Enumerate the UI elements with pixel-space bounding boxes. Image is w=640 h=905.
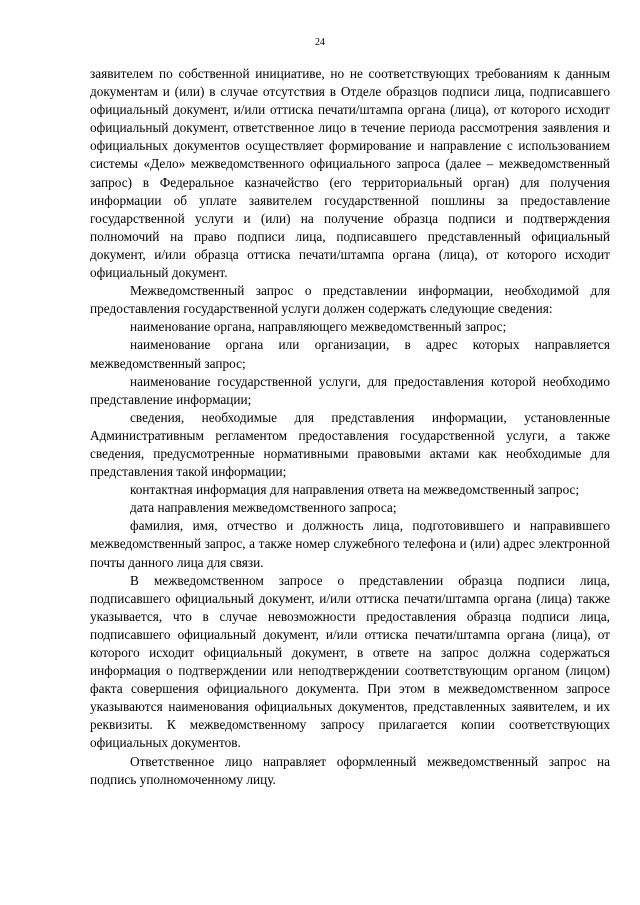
list-item: наименование органа или организации, в адрес которых направляется межведомственный запрос; [90,337,610,371]
document-body [90,65,610,789]
list-item: контактная информация для направления ответа на межведомственный запрос; [130,482,580,498]
paragraph-signature-sample: В межведомственном запросе о представлении образца подписи лица, подписавшего официальный документ, и/или оттиска печати/штампа органа (лица) также указывается, что в случае невозможности предоставления образца подписи лица, подписавшего официальный документ, и/или оттиска печати/штампа органа (лица), от которого исходит официальный документ, в ответе на запрос должна содержаться информация о подтверждении или неподтверждении соответствующим органом (лицом) факта совершения официального документа. При этом в межведомственном запросе указываются наименования официальных документов, представленных заявителем, и их реквизиты. К межведомственному запросу прилагается копии соответствующих официальных документов. [90,572,610,751]
list-item: наименование органа, направляющего межведомственный запрос; [130,319,507,335]
list-item: сведения, необходимые для представления информации, установленные Административным регламентом предоставления государственной услуги, а также сведения, предусмотренные нормативными правовыми актами как необходимые для представления такой информации; [90,409,610,480]
paragraph-continuation: заявителем по собственной инициативе, но не соответствующих требованиям к данным документам и (или) в случае отсутствия в Отделе образцов подписи лица, подписавшего официальный документ, и/или оттиска печати/штампа органа (лица), от которого исходит официальный документ, ответственное лицо в течение периода рассмотрения заявления и официальных документов осуществляет формирование и направление с использованием системы «Дело» межведомственного официального запроса (далее – межведомственный запрос) в Федеральное казначейство (его территориальный орган) для получения информации об уплате заявителем государственной пошлины за предоставление государственной услуги и (или) на получение образца подписи и подтверждения полномочий на право подписи лица, подписавшего представленный официальный документ, и/или образца оттиска печати/штампа органа (лица), от которого исходит официальный документ. [90,66,610,281]
paragraph-signing: Ответственное лицо направляет оформленный межведомственный запрос на подпись уполномоченному лицу. [90,753,610,787]
list-item: фамилия, имя, отчество и должность лица, подготовившего и направившего межведомственный запрос, а также номер служебного телефона и (или) адрес электронной почты данного лица для связи. [90,518,610,570]
paragraph-request-contents: Межведомственный запрос о представлении информации, необходимой для предоставления государственной услуги должен содержать следующие сведения: [90,283,610,317]
list-item: наименование государственной услуги, для предоставления которой необходимо представление информации; [90,373,610,407]
page-number: 24 [315,37,325,48]
list-item: дата направления межведомственного запроса; [130,500,397,516]
